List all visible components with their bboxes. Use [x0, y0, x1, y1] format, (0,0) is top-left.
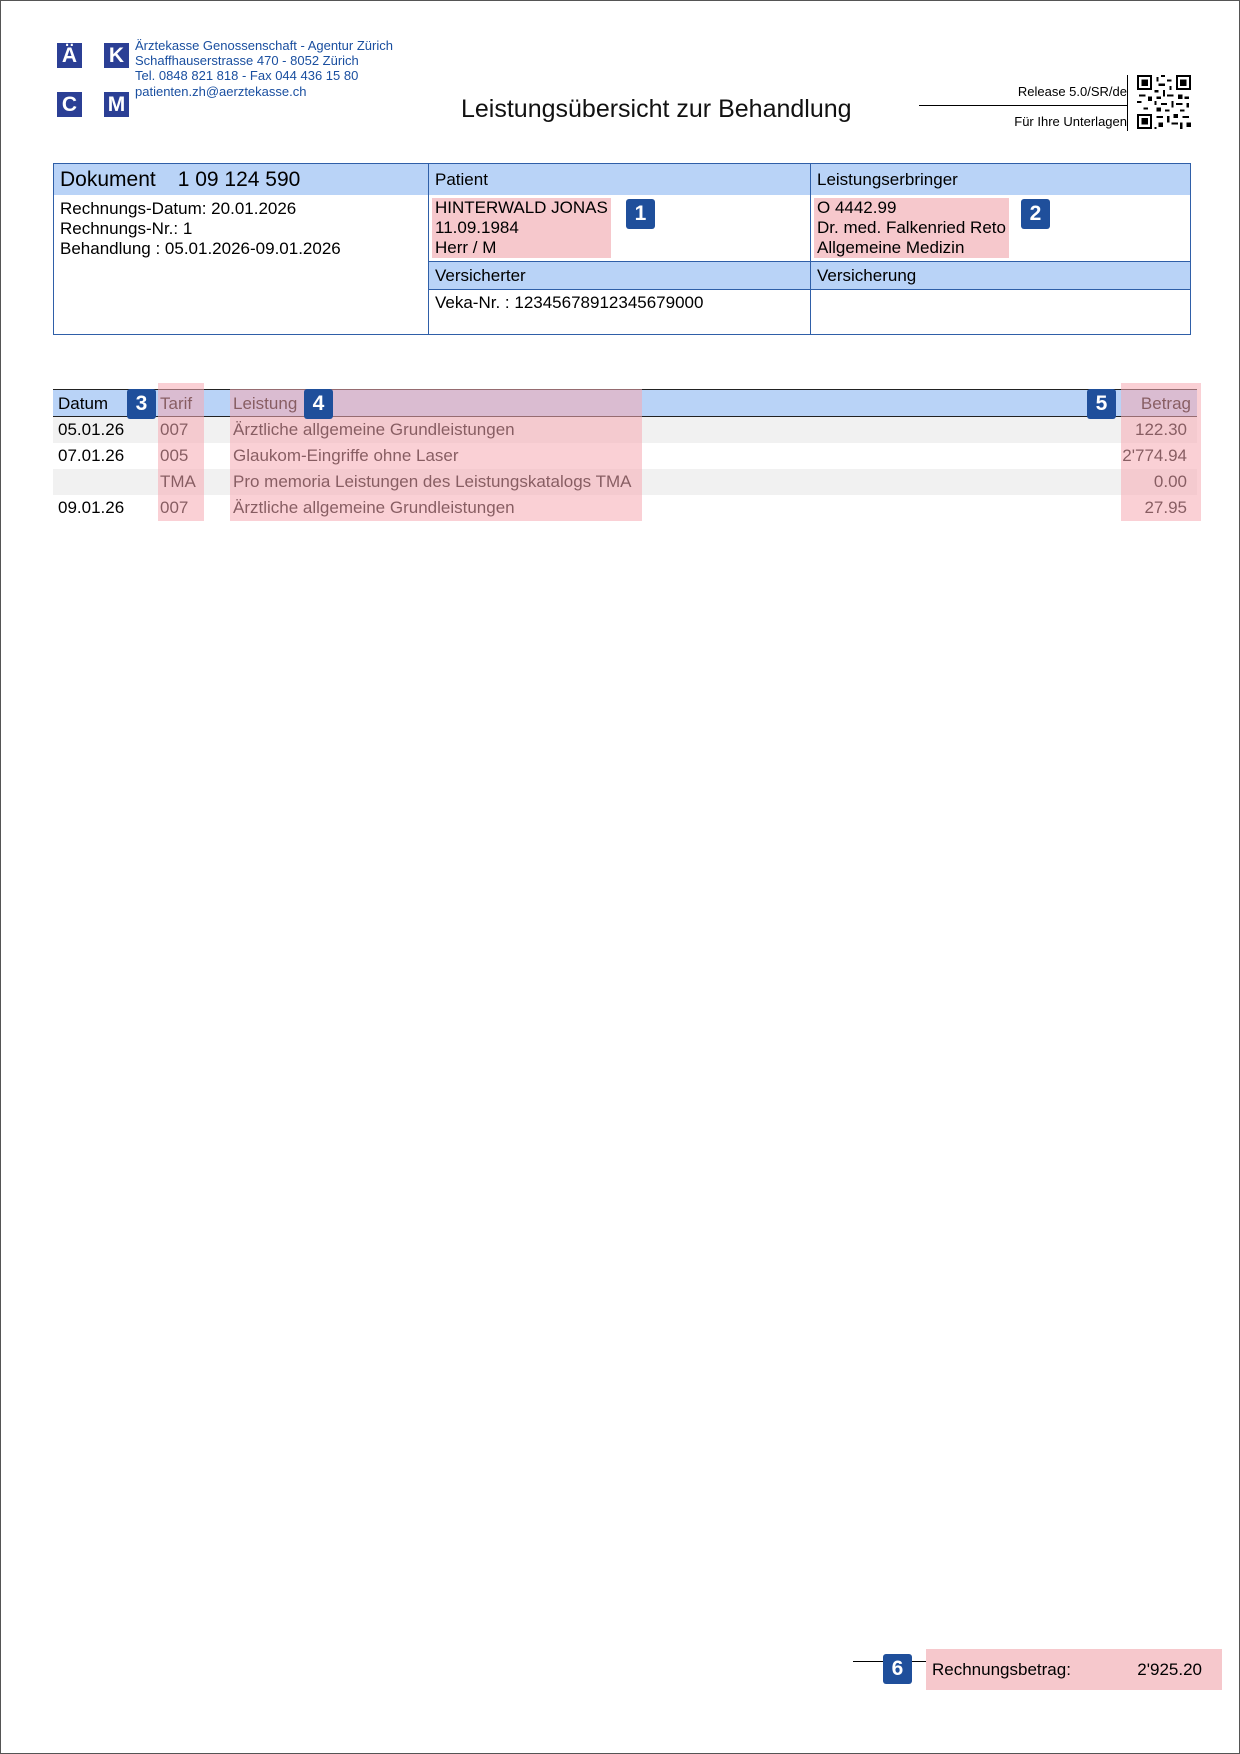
- service-column-highlight: [230, 389, 642, 521]
- annotation-badge-4: 4: [304, 389, 333, 419]
- annotation-badge-1: 1: [626, 199, 655, 229]
- release-label: Release 5.0/SR/de: [1017, 84, 1127, 99]
- patient-header: Patient: [429, 164, 810, 195]
- insured-header: Versicherter: [429, 261, 810, 290]
- logo-letter-ae: Ä: [57, 43, 82, 68]
- provider-header: Leistungserbringer: [811, 164, 1190, 195]
- veka-number: Veka-Nr. : 12345678912345679000: [435, 293, 704, 312]
- provider-name: Dr. med. Falkenried Reto: [817, 218, 1006, 237]
- insurance-header: Versicherung: [811, 261, 1190, 290]
- document-details: [54, 195, 428, 259]
- logo-letter-k: K: [104, 43, 129, 68]
- organization-address: [135, 38, 393, 99]
- document-title: Leistungsübersicht zur Behandlung: [461, 95, 852, 123]
- logo-letter-c: C: [57, 92, 82, 117]
- release-divider: [919, 105, 1127, 106]
- provider-details: [814, 198, 1009, 258]
- logo-letter-m: M: [104, 92, 129, 117]
- patient-details: [432, 198, 611, 258]
- provider-column: [811, 164, 1190, 334]
- provider-specialty: Allgemeine Medizin: [817, 238, 965, 257]
- header-info-box: [53, 163, 1191, 335]
- qr-code-icon: [1137, 74, 1191, 130]
- total-amount: 2'925.20: [1137, 1660, 1202, 1679]
- patient-column: [429, 164, 811, 334]
- patient-birthdate: 11.09.1984: [435, 218, 519, 237]
- document-column: [54, 164, 429, 334]
- org-email[interactable]: patienten.zh@aerztekasse.ch: [135, 83, 307, 99]
- amount-column-highlight: [1121, 383, 1201, 521]
- patient-name: HINTERWALD JONAS: [435, 198, 608, 217]
- row-date: 05.01.26: [58, 420, 125, 439]
- org-name: Ärztekasse Genossenschaft - Agentur Zürich: [135, 38, 393, 53]
- document-label: Dokument: [60, 168, 156, 191]
- row-date: 07.01.26: [58, 446, 125, 465]
- row-date: 09.01.26: [58, 498, 125, 517]
- treatment-period: Behandlung : 05.01.2026-09.01.2026: [60, 239, 341, 258]
- annotation-badge-5: 5: [1087, 389, 1116, 419]
- document-header: [54, 164, 428, 195]
- org-phone: Tel. 0848 821 818 - Fax 044 436 15 80: [135, 68, 359, 84]
- total-label: Rechnungsbetrag:: [932, 1660, 1071, 1679]
- org-address: Schaffhauserstrasse 470 - 8052 Zürich: [135, 53, 359, 69]
- aerztekasse-logo: [57, 43, 131, 119]
- patient-salutation: Herr / M: [435, 238, 497, 257]
- invoice-total: [926, 1649, 1222, 1690]
- annotation-badge-3: 3: [127, 389, 156, 419]
- for-records-label: Für Ihre Unterlagen: [1014, 114, 1127, 129]
- invoice-number: Rechnungs-Nr.: 1: [60, 219, 193, 238]
- provider-id: O 4442.99: [817, 198, 897, 217]
- annotation-badge-2: 2: [1021, 199, 1050, 229]
- col-header-date: Datum: [58, 394, 109, 413]
- invoice-date: Rechnungs-Datum: 20.01.2026: [60, 199, 297, 218]
- release-vertical-line: [1127, 75, 1128, 131]
- tarif-column-highlight: [158, 383, 204, 521]
- annotation-badge-6: 6: [883, 1654, 912, 1684]
- document-number: 1 09 124 590: [177, 168, 301, 191]
